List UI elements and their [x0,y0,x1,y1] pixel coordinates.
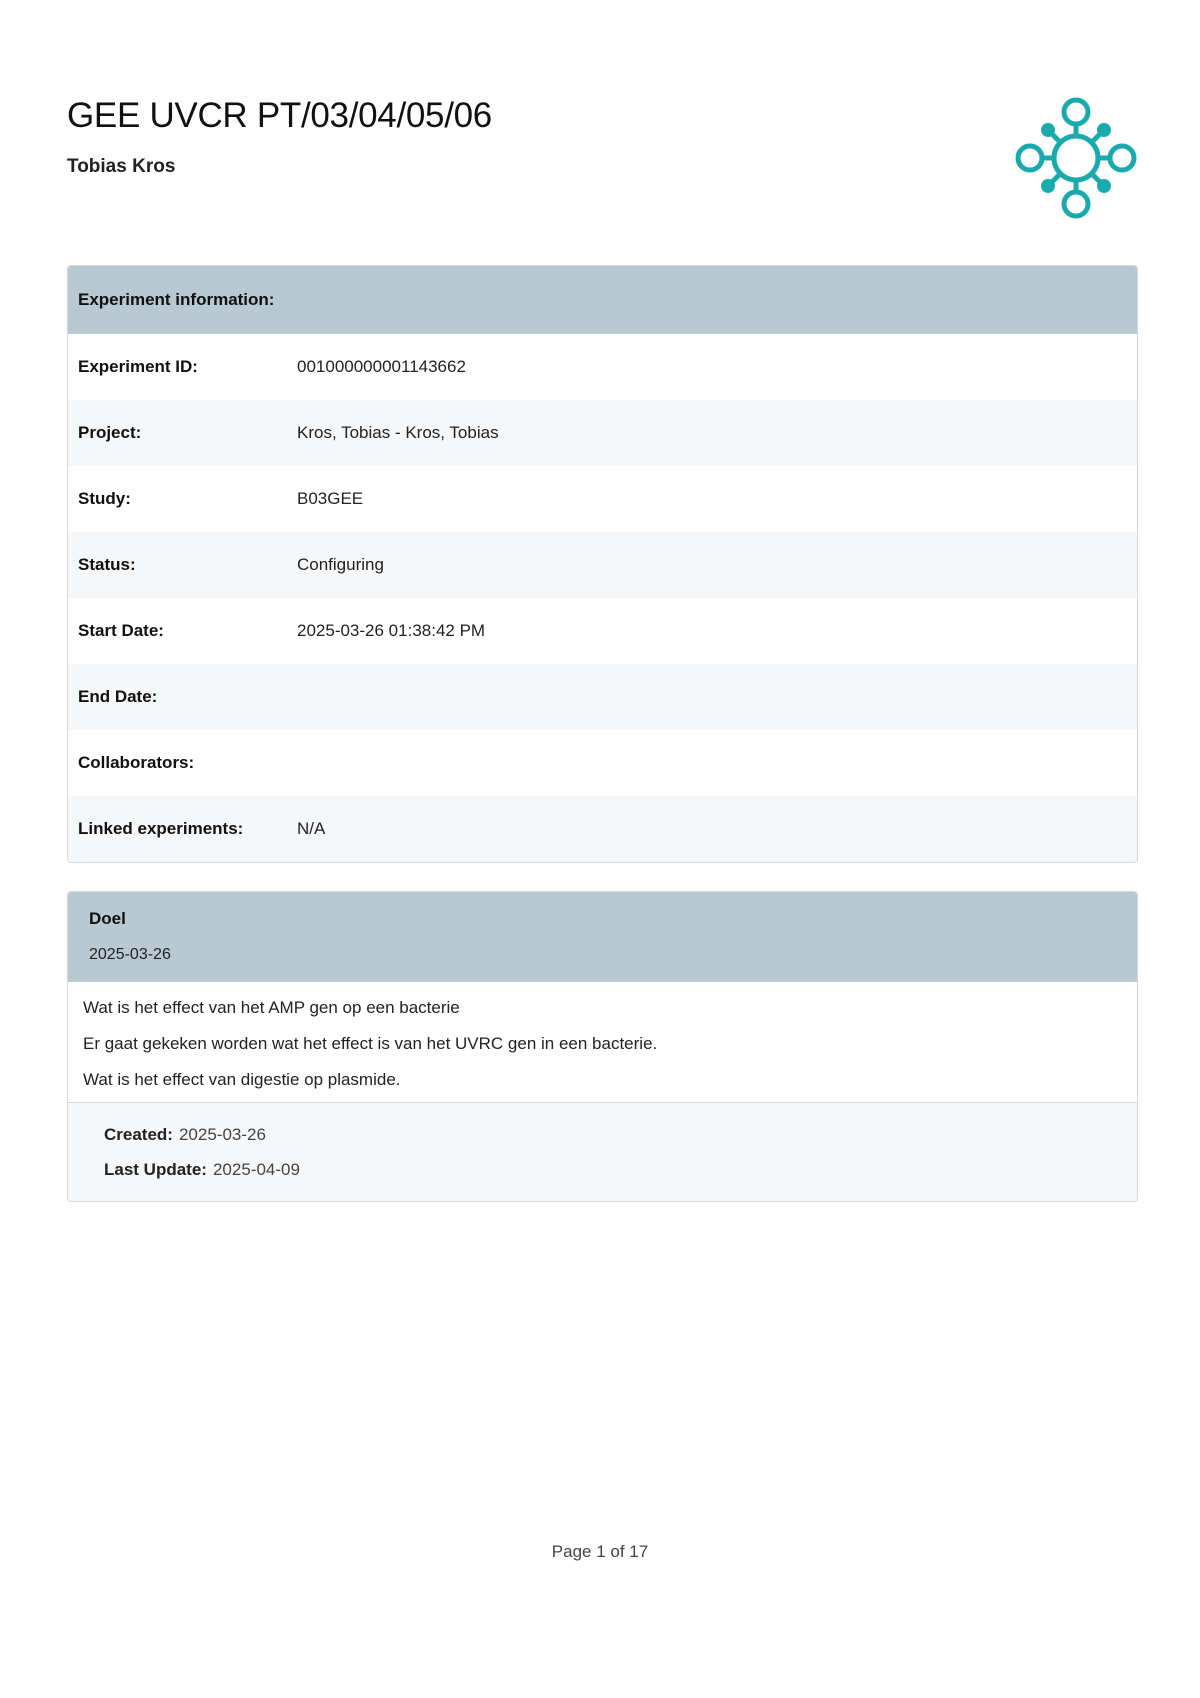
info-label: Status: [78,555,136,574]
experiment-info-panel [67,265,1138,863]
experiment-info-heading: Experiment information: [68,266,1137,334]
created-value: 2025-03-26 [178,1125,266,1144]
last-update-label: Last Update: [104,1160,207,1179]
doel-meta-footer [68,1102,1137,1201]
info-value: B03GEE [297,489,364,508]
info-value: 2025-03-26 01:38:42 PM [297,621,486,640]
doel-text-line: Er gaat gekeken worden wat het effect is van het UVRC gen in een bacterie. [83,1034,658,1053]
doel-title: Doel [89,909,126,928]
doel-body [68,982,1137,1102]
info-value: Kros, Tobias - Kros, Tobias [297,423,499,442]
info-label: Collaborators: [78,753,195,772]
document-author: Tobias Kros [67,156,176,177]
doel-text-line: Wat is het effect van het AMP gen op een bacterie [83,998,460,1017]
info-row-status [68,532,1137,598]
info-value: Configuring [297,555,384,574]
info-label: Experiment ID: [78,357,198,376]
info-row-study [68,466,1137,532]
molecule-logo-icon [1014,96,1138,220]
info-label: Linked experiments: [78,819,244,838]
created-label: Created: [104,1125,173,1144]
last-update-line [104,1152,1137,1187]
info-label: Study: [78,489,131,508]
info-label: End Date: [78,687,158,706]
info-row-collaborators [68,730,1137,796]
info-row-experiment-id [68,334,1137,400]
page-number: Page 1 of 17 [551,1542,649,1561]
info-row-start-date [68,598,1137,664]
info-label: Project: [78,423,142,442]
document-title: GEE UVCR PT/03/04/05/06 [67,96,492,135]
info-value: 001000000001143662 [297,357,466,376]
created-line [104,1117,1137,1152]
doel-header [68,892,1137,982]
last-update-value: 2025-04-09 [212,1160,300,1179]
doel-text-line: Wat is het effect van digestie op plasmide. [83,1070,401,1089]
info-row-project [68,400,1137,466]
info-value: N/A [297,819,326,838]
doel-panel [67,891,1138,1202]
doel-date: 2025-03-26 [89,946,171,963]
info-label: Start Date: [78,621,164,640]
info-row-end-date [68,664,1137,730]
info-row-linked-experiments [68,796,1137,862]
